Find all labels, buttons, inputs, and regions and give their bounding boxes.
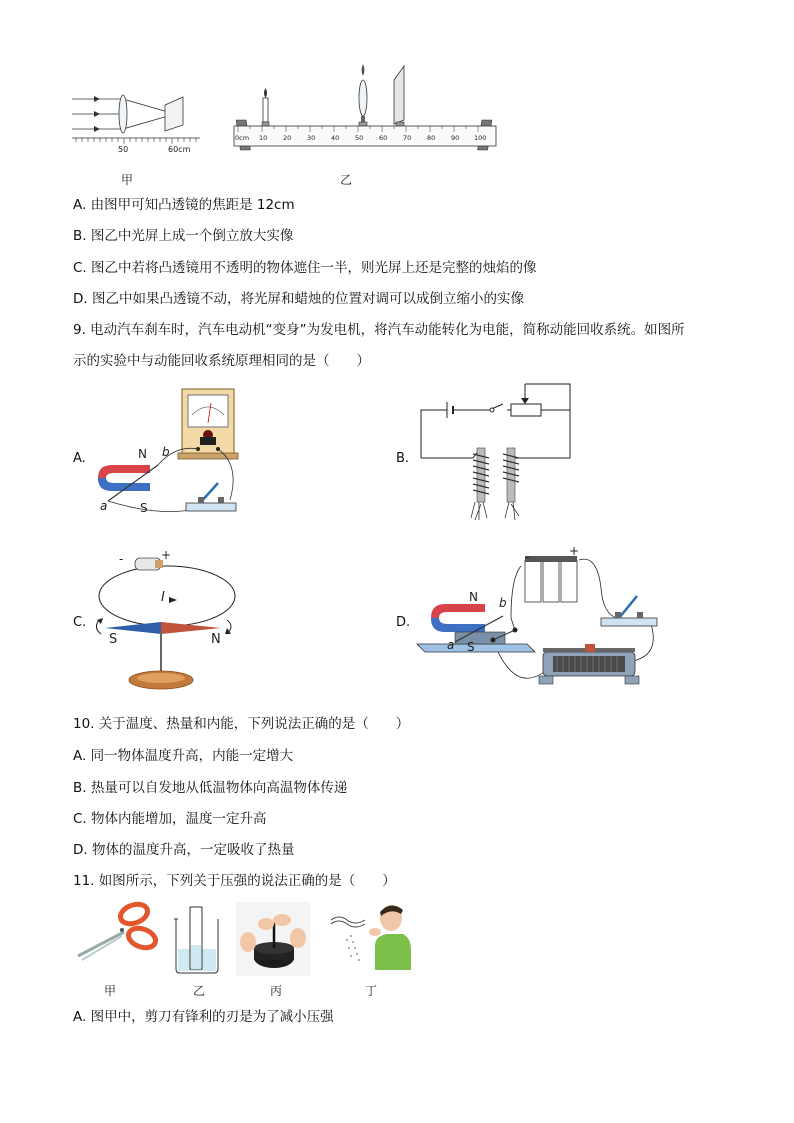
fig-c-plus-label: + <box>161 548 172 562</box>
q8-option-d: D. 图乙中如果凸透镜不动，将光屏和蜡烛的位置对调可以成倒立缩小的实像 <box>73 291 524 307</box>
q10-option-c: C. 物体内能增加，温度一定升高 <box>73 811 267 827</box>
q9-figure-c <box>85 548 245 696</box>
q11-figure-ding-boy <box>325 898 413 976</box>
figure-yi-caption: 乙 <box>340 173 353 187</box>
q9-stem-line2: 示的实验中与动能回收系统原理相同的是（ ） <box>73 353 370 369</box>
q9-option-d-label: D. <box>396 615 411 630</box>
q8-option-c: C. 图乙中若将凸透镜用不透明的物体遮住一半，则光屏上还是完整的烛焰的像 <box>73 260 537 276</box>
q9-option-b-label: B. <box>396 451 410 466</box>
q9-figure-b <box>415 380 575 525</box>
bench-tick-20: 20 <box>283 134 292 142</box>
fig-a-b-label: b <box>162 445 170 459</box>
bench-tick-30: 30 <box>307 134 316 142</box>
q10-option-a: A. 同一物体温度升高，内能一定增大 <box>73 748 294 764</box>
fig-c-n-label: N <box>211 632 221 647</box>
fig-d-minus-label: - <box>525 550 530 564</box>
q8-option-a: A. 由图甲可知凸透镜的焦距是 12cm <box>73 197 295 213</box>
ruler-tick-50: 50 <box>118 145 129 154</box>
figure-jia <box>70 85 205 160</box>
fig-d-plus-label: + <box>569 544 580 558</box>
bench-tick-40: 40 <box>331 134 340 142</box>
bench-tick-50: 50 <box>355 134 364 142</box>
q10-option-b: B. 热量可以自发地从低温物体向高温物体传递 <box>73 780 348 796</box>
q11-caption-yi: 乙 <box>193 984 206 998</box>
q10-option-d: D. 物体的温度升高，一定吸收了热量 <box>73 842 295 858</box>
bench-tick-0: 0cm <box>235 134 250 142</box>
fig-d-b-label: b <box>499 596 507 610</box>
bench-tick-100: 100 <box>474 134 487 142</box>
fig-c-current-label: I <box>161 590 165 605</box>
figure-yi-optical-bench <box>222 62 517 160</box>
bench-tick-10: 10 <box>259 134 268 142</box>
q11-figure-bing-photo <box>236 902 310 976</box>
fig-c-minus-label: - <box>119 552 124 566</box>
q9-option-c-label: C. <box>73 615 87 630</box>
q9-figure-d <box>415 544 665 698</box>
bench-tick-90: 90 <box>451 134 460 142</box>
q8-option-b: B. 图乙中光屏上成一个倒立放大实像 <box>73 228 294 244</box>
q11-caption-ding: 丁 <box>365 984 378 998</box>
figure-jia-caption: 甲 <box>121 173 134 187</box>
bench-tick-70: 70 <box>403 134 412 142</box>
fig-d-a-label: a <box>447 638 455 652</box>
q11-option-a: A. 图甲中，剪刀有锋利的刃是为了减小压强 <box>73 1009 334 1025</box>
bench-tick-60: 60 <box>379 134 388 142</box>
q11-figure-jia-scissors <box>72 898 160 968</box>
fig-c-s-label: S <box>109 632 118 647</box>
q11-caption-jia: 甲 <box>104 984 117 998</box>
bench-tick-80: 80 <box>427 134 436 142</box>
fig-d-s-label: S <box>467 640 475 654</box>
ruler-tick-60cm: 60cm <box>168 145 191 154</box>
fig-a-a-label: a <box>100 499 108 513</box>
fig-a-s-label: S <box>140 501 148 515</box>
q11-caption-bing: 丙 <box>270 984 283 998</box>
fig-a-n-label: N <box>138 447 147 461</box>
fig-d-n-label: N <box>469 590 478 604</box>
q9-figure-a <box>90 385 250 520</box>
q10-stem: 10. 关于温度、热量和内能，下列说法正确的是（ ） <box>73 716 410 732</box>
q9-stem-line1: 9. 电动汽车刹车时，汽车电动机“变身”为发电机，将汽车动能转化为电能，简称动能回收系统。如图所 <box>73 322 685 338</box>
q9-option-a-label: A. <box>73 451 86 466</box>
q11-stem: 11. 如图所示，下列关于压强的说法正确的是（ ） <box>73 873 396 889</box>
q11-figure-yi-beaker <box>170 905 225 975</box>
